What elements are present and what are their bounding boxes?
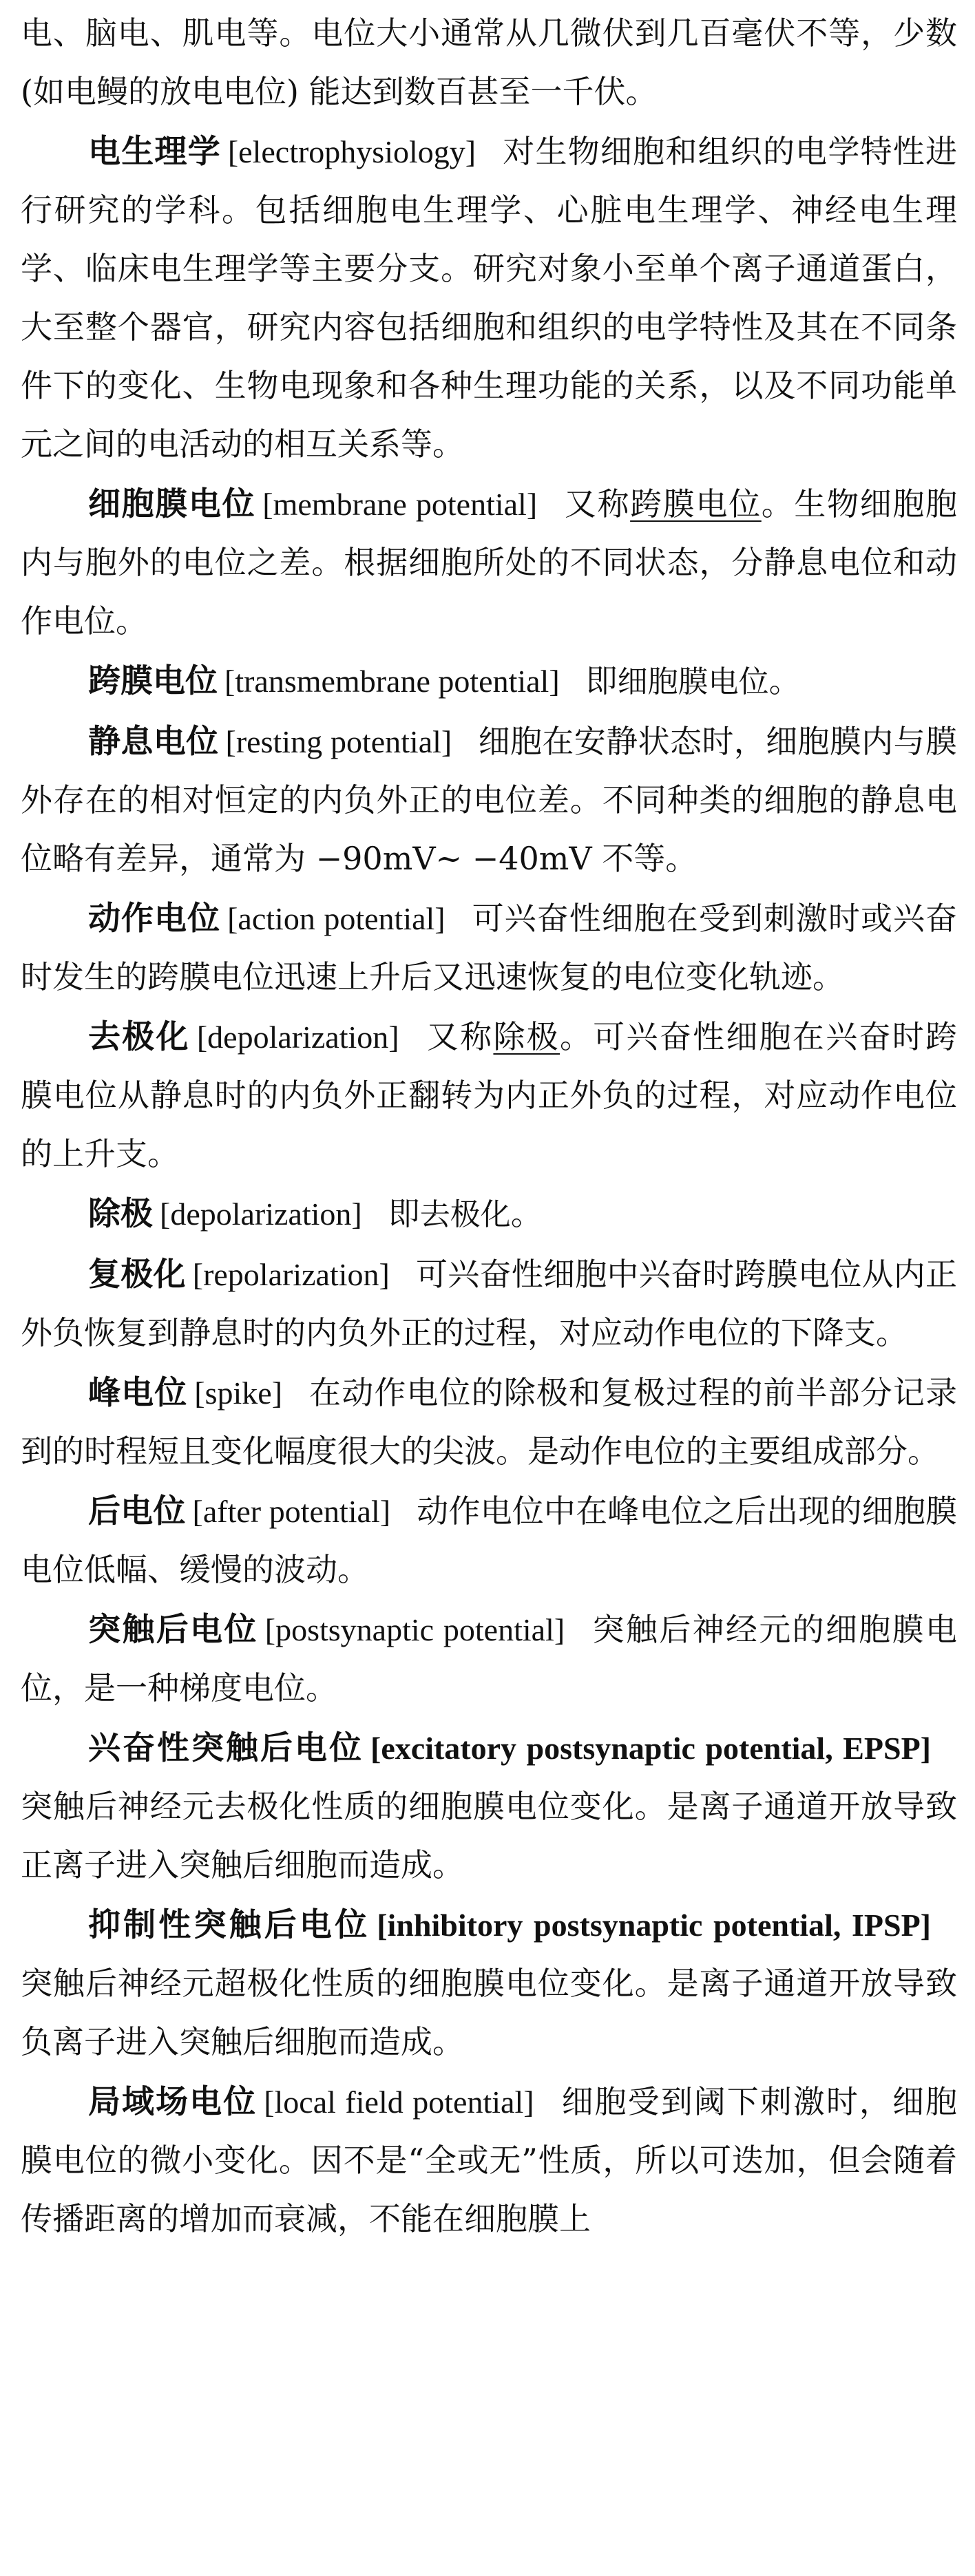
entry-spike: [21, 1364, 957, 1481]
entry-definition: 。: [510, 1195, 543, 1232]
entry-english: [inhibitory postsynaptic potential, IPSP]: [377, 1908, 932, 1943]
lead-paragraph: 电、脑电、肌电等。电位大小通常从几微伏到几百毫伏不等，少数 (如电鳗的放电电位) 能达到数百甚至一千伏。: [21, 14, 957, 110]
entry-epsp: [21, 1719, 957, 1894]
entry-term: 细胞膜电位: [88, 485, 256, 523]
entry-definition: 。: [768, 662, 801, 699]
entry-english: [depolarization]: [160, 1196, 362, 1232]
entry-english: [action potential]: [227, 901, 445, 936]
entry-prefix: 又称: [563, 485, 631, 522]
entry-term: 跨膜电位: [88, 662, 218, 700]
entry-local-field-potential: [21, 2073, 957, 2248]
entry-term: 复极化: [88, 1256, 186, 1294]
entry-ipsp: [21, 1896, 957, 2071]
referenced-term: 细胞膜电位: [617, 664, 769, 699]
entry-prefix: 即: [585, 662, 618, 699]
entry-postsynaptic-potential: [21, 1601, 957, 1718]
entry-term: 抑制性突触后电位: [88, 1906, 370, 1944]
entry-prefix: 即: [388, 1195, 420, 1232]
entry-term: 局域场电位: [88, 2083, 258, 2121]
entry-definition: 对生物细胞和组织的电学特性进行研究的学科。包括细胞电生理学、心脏电生理学、神经电生理学、临床电生理学等主要分支。研究对象小至单个离子通道蛋白，大至整个器官，研究内容包括细胞和组织的电学特性及其在不同条件下的变化、生物电现象和各种生理功能的关系，以及不同功能单元之间的电活动的相互关系等。: [21, 133, 958, 463]
entry-transmembrane-potential: [21, 652, 957, 711]
entry-english: [transmembrane potential]: [224, 664, 560, 699]
referenced-term: 去极化: [419, 1197, 511, 1232]
entry-term: 电生理学: [88, 133, 221, 171]
cross-reference: 除极: [493, 1018, 560, 1055]
entry-term: 后电位: [88, 1492, 186, 1530]
entry-term: 峰电位: [88, 1374, 188, 1412]
entry-definition: 可兴奋性细胞中兴奋时跨膜电位从内正外负恢复到静息时的内负外正的过程，对应动作电位的下降支。: [21, 1256, 958, 1351]
entry-membrane-potential: [21, 475, 957, 651]
entry-english: [depolarization]: [196, 1020, 399, 1055]
entry-definition: 可兴奋性细胞在受到刺激时或兴奋时发生的跨膜电位迅速上升后又迅速恢复的电位变化轨迹。: [21, 900, 957, 995]
entry-english: [postsynaptic potential]: [264, 1612, 565, 1647]
entry-electrophysiology: [21, 123, 957, 474]
entry-english: [electrophysiology]: [227, 134, 476, 169]
entry-english: [after potential]: [192, 1494, 391, 1529]
entry-definition: 在动作电位的除极和复极过程的前半部分记录到的时程短且变化幅度很大的尖波。是动作电位的主要组成部分。: [21, 1374, 958, 1470]
entry-english: [membrane potential]: [262, 487, 538, 522]
cross-reference: 跨膜电位: [630, 485, 762, 522]
entry-resting-potential: [21, 712, 957, 888]
entry-english: [repolarization]: [192, 1257, 390, 1292]
entry-definition: 细胞受到阈下刺激时，细胞膜电位的微小变化。因不是“全或无”性质，所以可迭加，但会随着传播距离的增加而衰减，不能在细胞膜上: [21, 2083, 957, 2237]
entry-term: 静息电位: [88, 723, 219, 761]
entry-definition: 。可兴奋性细胞在兴奋时跨膜电位从静息时的内负外正翻转为内正外负的过程，对应动作电位的上升支。: [21, 1018, 958, 1172]
entry-english: [excitatory postsynaptic potential, EPSP]: [370, 1731, 931, 1766]
entry-term: 动作电位: [88, 900, 221, 938]
entry-term: 去极化: [88, 1018, 190, 1056]
entry-definition: 细胞在安静状态时，细胞膜内与膜外存在的相对恒定的内负外正的电位差。不同种类的细胞的静息电位略有差异，通常为 −90mV∼ −40mV 不等。: [21, 723, 958, 877]
entry-english: [local field potential]: [264, 2084, 534, 2120]
entry-prefix: 又称: [425, 1018, 494, 1055]
entry-repolarization: [21, 1245, 957, 1362]
entry-after-potential: [21, 1482, 957, 1599]
entry-definition: 。生物细胞胞内与胞外的电位之差。根据细胞所处的不同状态，分静息电位和动作电位。: [21, 485, 958, 640]
entry-term: 兴奋性突触后电位: [88, 1729, 364, 1767]
entry-term: 除极: [88, 1195, 153, 1233]
entry-english: [spike]: [194, 1375, 283, 1411]
entry-definition: 突触后神经元的细胞膜电位，是一种梯度电位。: [21, 1611, 958, 1707]
entry-action-potential: [21, 889, 957, 1006]
entry-definition: 动作电位中在峰电位之后出现的细胞膜电位低幅、缓慢的波动。: [21, 1492, 958, 1588]
entry-definition: 突触后神经元去极化性质的细胞膜电位变化。是离子通道开放导致正离子进入突触后细胞而造成。: [21, 1788, 957, 1883]
entry-definition: 突触后神经元超极化性质的细胞膜电位变化。是离子通道开放导致负离子进入突触后细胞而造成。: [21, 1965, 957, 2060]
entry-depolarization: [21, 1008, 957, 1183]
entry-term: 突触后电位: [88, 1611, 258, 1649]
entry-depolarization-alias: [21, 1185, 957, 1244]
entry-english: [resting potential]: [225, 724, 452, 759]
